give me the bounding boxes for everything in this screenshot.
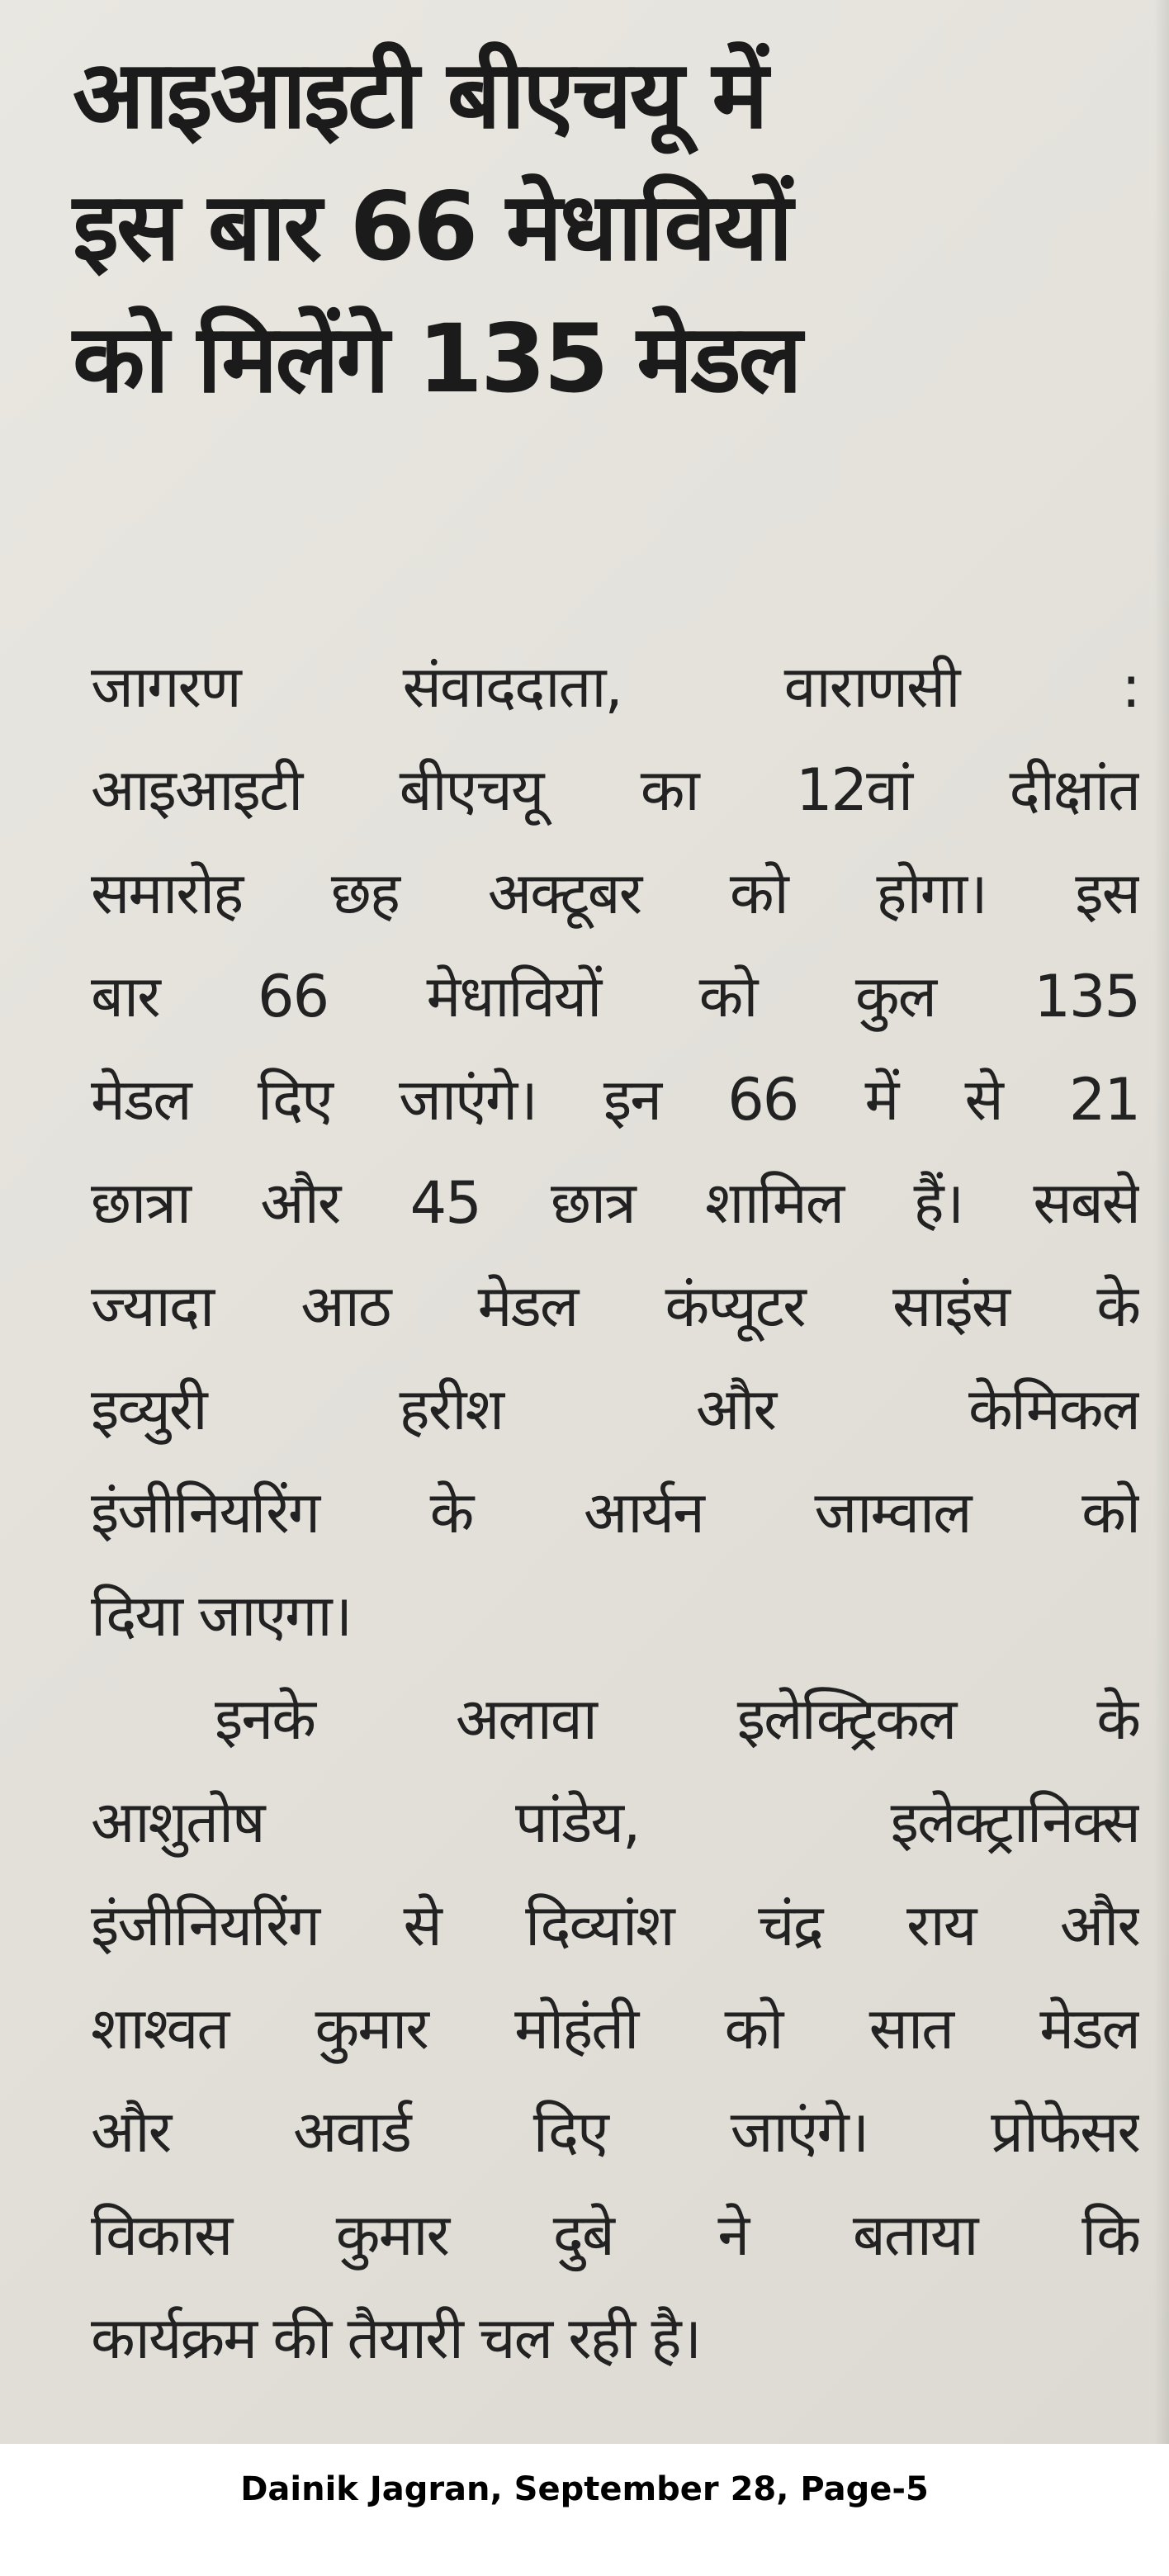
body-line: छात्रा और 45 छात्र शामिल हैं। सबसे <box>91 1169 1139 1237</box>
body-line-paragraph-end: कार्यक्रम की तैयारी चल रही है। <box>91 2304 701 2372</box>
body-line: आशुतोष पांडेय, इलेक्ट्रानिक्स <box>91 1788 1139 1856</box>
body-line-paragraph-end: दिया जाएगा। <box>91 1582 352 1650</box>
body-line: इंजीनियरिंग से दिव्यांश चंद्र राय और <box>91 1892 1139 1959</box>
body-line-paragraph-start: इनके अलावा इलेक्ट्रिकल के <box>215 1685 1139 1753</box>
article-body <box>91 636 1139 2390</box>
body-line: ज्यादा आठ मेडल कंप्यूटर साइंस के <box>91 1272 1139 1340</box>
headline-line: इस बार 66 मेधावियों <box>73 172 791 282</box>
body-line: समारोह छह अक्टूबर को होगा। इस <box>91 859 1139 927</box>
body-line: और अवार्ड दिए जाएंगे। प्रोफेसर <box>91 2098 1139 2166</box>
headline-line: आइआइटी बीएचयू में <box>73 40 766 149</box>
body-line: आइआइटी बीएचयू का 12वां दीक्षांत <box>91 756 1139 824</box>
body-line: विकास कुमार दुबे ने बताया कि <box>91 2201 1139 2269</box>
source-caption: Dainik Jagran, September 28, Page-5 <box>240 2470 929 2508</box>
headline-line: को मिलेंगे 135 मेडल <box>73 304 800 414</box>
headline <box>73 33 1138 429</box>
body-line: बार 66 मेधावियों को कुल 135 <box>91 963 1139 1030</box>
body-line: मेडल दिए जाएंगे। इन 66 में से 21 <box>91 1066 1139 1134</box>
body-line: शाश्वत कुमार मोहंती को सात मेडल <box>91 1995 1139 2062</box>
body-line: इंजीनियरिंग के आर्यन जाम्वाल को <box>91 1479 1139 1546</box>
body-line-dateline: जागरण संवाददाता, वाराणसी : <box>91 653 1139 721</box>
body-line: इव्युरी हरीश और केमिकल <box>91 1376 1139 1443</box>
